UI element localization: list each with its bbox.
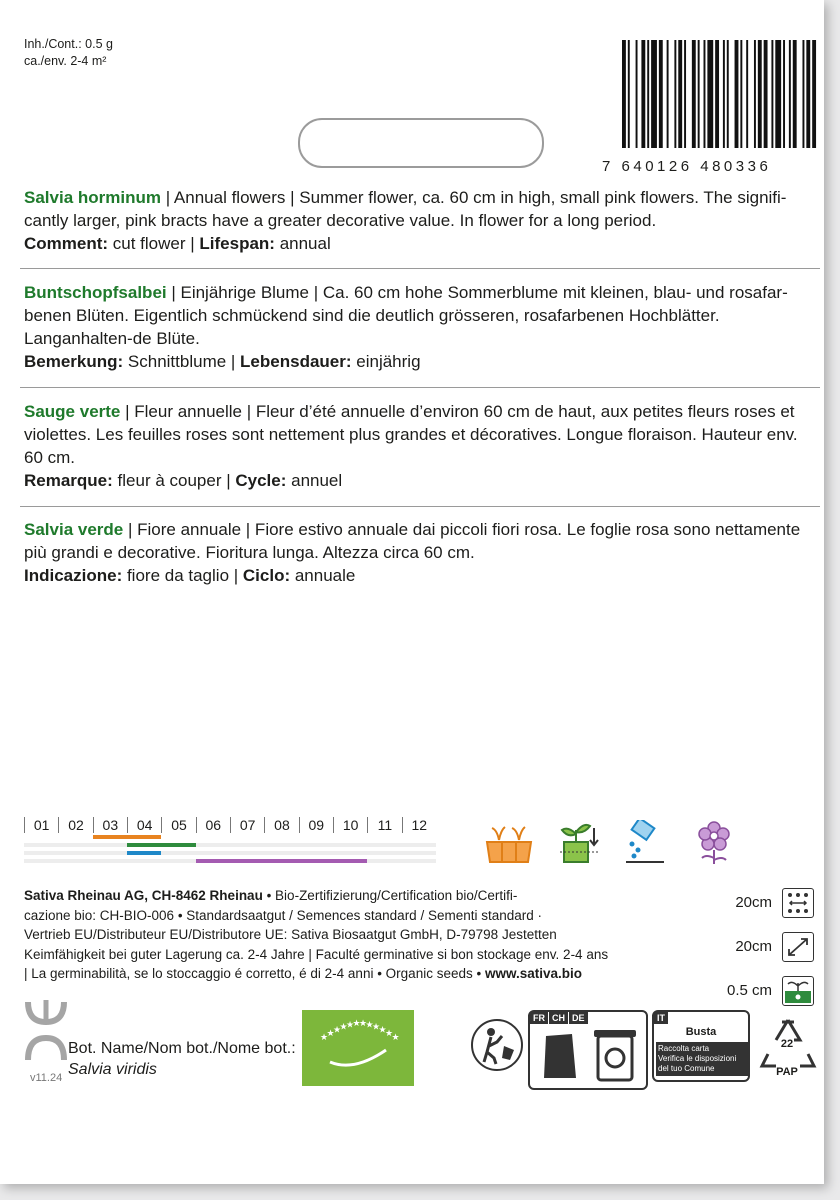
barcode-bar <box>812 40 816 148</box>
barcode-bar <box>715 40 719 148</box>
country-tab: DE <box>569 1012 588 1024</box>
plant-spacing-value: 20cm <box>735 938 772 955</box>
eu-star-icon: ★ <box>378 1024 387 1035</box>
calendar-track <box>24 851 436 855</box>
row-spacing <box>700 888 820 918</box>
calendar-month: 10 <box>333 817 367 833</box>
recycling-info-it <box>652 1010 750 1082</box>
barcode-bar <box>775 40 781 148</box>
country-tab: FR <box>530 1012 548 1024</box>
sowing-depth <box>700 976 820 1006</box>
country-tab: IT <box>654 1012 668 1024</box>
barcode-bar <box>707 40 713 148</box>
barcode-bar <box>692 40 696 148</box>
barcode-bar <box>678 40 682 148</box>
lifespan-value: einjährig <box>351 352 421 371</box>
company-line2: cazione bio: CH-BIO-006 • Standardsaatgut / Semences standard / Sementi standard · <box>24 907 543 923</box>
barcode-bar <box>758 40 762 148</box>
sowing-calendar <box>24 817 436 867</box>
barcode-bar <box>789 40 791 148</box>
eu-star-icon: ★ <box>359 1018 368 1029</box>
barcode-bar <box>704 40 706 148</box>
barcode-bar <box>746 40 748 148</box>
calendar-month: 09 <box>299 817 333 833</box>
barcode-bar <box>628 40 630 148</box>
pap-number: 22 <box>780 1038 794 1050</box>
barcode-bar <box>651 40 657 148</box>
calendar-month: 08 <box>264 817 298 833</box>
sativa-logo-icon <box>24 998 68 1068</box>
description-fr <box>24 400 814 492</box>
divider <box>20 268 820 269</box>
lifespan-label: Lebensdauer: <box>240 352 352 371</box>
comment-label: Remarque: <box>24 471 113 490</box>
barcode-bar <box>771 40 773 148</box>
website-link[interactable]: www.sativa.bio <box>484 966 582 981</box>
calendar-month: 06 <box>196 817 230 833</box>
eu-star-icon: ★ <box>320 1032 329 1042</box>
paper-bin-icon <box>592 1026 638 1082</box>
eu-star-icon: ★ <box>346 1019 355 1030</box>
sow-direct-icon <box>624 820 666 866</box>
eu-star-icon: ★ <box>352 1018 361 1029</box>
calendar-bar-sow-direct <box>127 851 161 855</box>
version-label: v11.24 <box>30 1072 63 1084</box>
eu-star-icon: ★ <box>391 1032 400 1042</box>
description-de <box>24 281 814 373</box>
barcode-bar <box>735 40 739 148</box>
calendar-bar-flowering <box>196 859 368 863</box>
barcode-bar <box>684 40 686 148</box>
row-spacing-value: 20cm <box>735 894 772 911</box>
it-title: Busta <box>685 1026 717 1038</box>
barcode-bar <box>674 40 676 148</box>
variety-text: | Fleur annuelle | Fleur d’été annuelle d’environ 60 cm de haut, aux petites fleurs roses et violettes. Les feuilles roses sont nettement plus grandes et décoratives. Longue floraison. Hauteur env. 60 cm. <box>24 402 798 467</box>
it-instructions <box>656 1042 748 1076</box>
company-line5: | La germinabilità, se lo stoccaggio é corretto, é di 2-4 anni • Organic seeds • <box>24 966 485 981</box>
it-line: Verifica le disposizioni <box>658 1054 737 1063</box>
recycling-info-fr-ch-de <box>528 1010 648 1090</box>
barcode-bar <box>659 40 663 148</box>
lifespan-value: annuel <box>286 471 343 490</box>
calendar-month: 03 <box>93 817 127 833</box>
eu-star-icon: ★ <box>333 1024 342 1035</box>
eu-star-icon: ★ <box>365 1019 374 1030</box>
eu-star-icon: ★ <box>339 1021 348 1032</box>
plant-spacing-icon <box>782 932 814 962</box>
barcode-bar <box>793 40 797 148</box>
barcode-bar <box>641 40 645 148</box>
calendar-month: 07 <box>230 817 264 833</box>
recycle-people-icon <box>470 1018 524 1072</box>
flower-icon <box>694 820 734 866</box>
country-tab: CH <box>549 1012 568 1024</box>
barcode-bar <box>667 40 669 148</box>
botanical-name <box>68 1040 296 1079</box>
variety-name: Salvia verde <box>24 520 124 539</box>
variety-text: | Annual flowers | Summer flower, ca. 60 cm in high, small pink flowers. The signifi-cantly larger, pink bracts have a greater decorative value. In flower for a long period. <box>24 188 787 230</box>
paper-bag-icon <box>540 1030 580 1082</box>
pap-label: PAP <box>776 1066 798 1078</box>
content-area: ca./env. 2-4 m² <box>24 54 107 68</box>
barcode-bar <box>764 40 768 148</box>
variety-text: | Einjährige Blume | Ca. 60 cm hohe Sommerblume mit kleinen, blau- und rosafar-benen Blüten. Eigentlich schmückend sind die deutlich grösseren, rosafarbenen Hochblätter. Langanhalten-de Blüte. <box>24 283 788 348</box>
calendar-month: 02 <box>58 817 92 833</box>
variety-name: Buntschopfsalbei <box>24 283 167 302</box>
calendar-month: 11 <box>367 817 401 833</box>
comment-label: Bemerkung: <box>24 352 124 371</box>
calendar-month: 05 <box>161 817 195 833</box>
barcode-bar <box>622 40 626 148</box>
comment-label: Comment: <box>24 234 109 253</box>
eu-organic-logo <box>302 1010 414 1086</box>
sowing-depth-icon <box>782 976 814 1006</box>
company-line3: Vertrieb EU/Distributeur EU/Distributore UE: Sativa Biosaatgut GmbH, D-79798 Jestetten <box>24 927 557 942</box>
eu-star-icon: ★ <box>326 1028 335 1039</box>
comment-value: fleur à couper | <box>112 471 236 490</box>
barcode-bar <box>806 40 810 148</box>
calendar-month: 04 <box>127 817 161 833</box>
barcode-bar <box>727 40 729 148</box>
eu-star-icon: ★ <box>385 1028 394 1039</box>
botanical-value: Salvia viridis <box>68 1061 157 1078</box>
barcode-bar <box>723 40 725 148</box>
comment-label: Indicazione: <box>24 566 123 585</box>
comment-value: cut flower | <box>108 234 200 253</box>
row-spacing-icon <box>782 888 814 918</box>
comment-value: fiore da taglio | <box>122 566 243 585</box>
barcode <box>602 30 824 175</box>
calendar-months <box>24 817 436 833</box>
barcode-bars <box>622 40 818 148</box>
company-brand: Sativa Rheinau AG, CH-8462 Rheinau <box>24 888 263 903</box>
calendar-month: 01 <box>24 817 58 833</box>
company-line1: • Bio-Zertifizierung/Certification bio/Certifi- <box>262 888 518 903</box>
seed-tray-icon <box>484 820 534 866</box>
variety-name: Salvia horminum <box>24 188 161 207</box>
company-info <box>24 886 674 984</box>
lifespan-label: Cycle: <box>235 471 287 490</box>
lifespan-value: annual <box>274 234 331 253</box>
eu-star-icon: ★ <box>372 1021 381 1032</box>
barcode-bar <box>647 40 649 148</box>
barcode-bar <box>636 40 638 148</box>
variety-name: Sauge verte <box>24 402 121 421</box>
lifespan-label: Lifespan: <box>199 234 275 253</box>
country-tabs <box>530 1012 588 1024</box>
barcode-bar <box>740 40 742 148</box>
divider <box>20 387 820 388</box>
transplant-icon <box>556 820 602 866</box>
content-weight: Inh./Cont.: 0.5 g <box>24 37 113 51</box>
barcode-bar <box>754 40 756 148</box>
barcode-digits: 7 640126 480336 <box>602 158 772 175</box>
company-line4: Keimfähigkeit bei guter Lagerung ca. 2-4 Jahre | Faculté germinative si bon stockage env. 2-4 ans <box>24 946 609 962</box>
botanical-label: Bot. Name/Nom bot./Nome bot.: <box>68 1040 296 1057</box>
barcode-bar <box>802 40 804 148</box>
calendar-bar-transplant <box>127 843 196 847</box>
calendar-track <box>24 843 436 847</box>
it-line: del tuo Comune <box>658 1064 715 1073</box>
calendar-bar-sow-indoors <box>93 835 162 839</box>
hang-hole <box>298 118 544 168</box>
variety-text: | Fiore annuale | Fiore estivo annuale dai piccoli fiori rosa. Le foglie rosa sono nettamente più grandi e decorative. Fioritura lunga. Altezza circa 60 cm. <box>24 520 801 562</box>
comment-value: Schnittblume | <box>123 352 241 371</box>
lifespan-value: annuale <box>290 566 356 585</box>
sowing-depth-value: 0.5 cm <box>726 982 772 999</box>
calendar-month: 12 <box>402 817 436 833</box>
divider <box>20 506 820 507</box>
it-line: Raccolta carta <box>658 1044 710 1053</box>
lifespan-label: Ciclo: <box>242 566 291 585</box>
barcode-bar <box>698 40 700 148</box>
plant-spacing <box>700 932 820 962</box>
description-en <box>24 186 814 255</box>
description-it <box>24 518 814 587</box>
barcode-bar <box>783 40 785 148</box>
